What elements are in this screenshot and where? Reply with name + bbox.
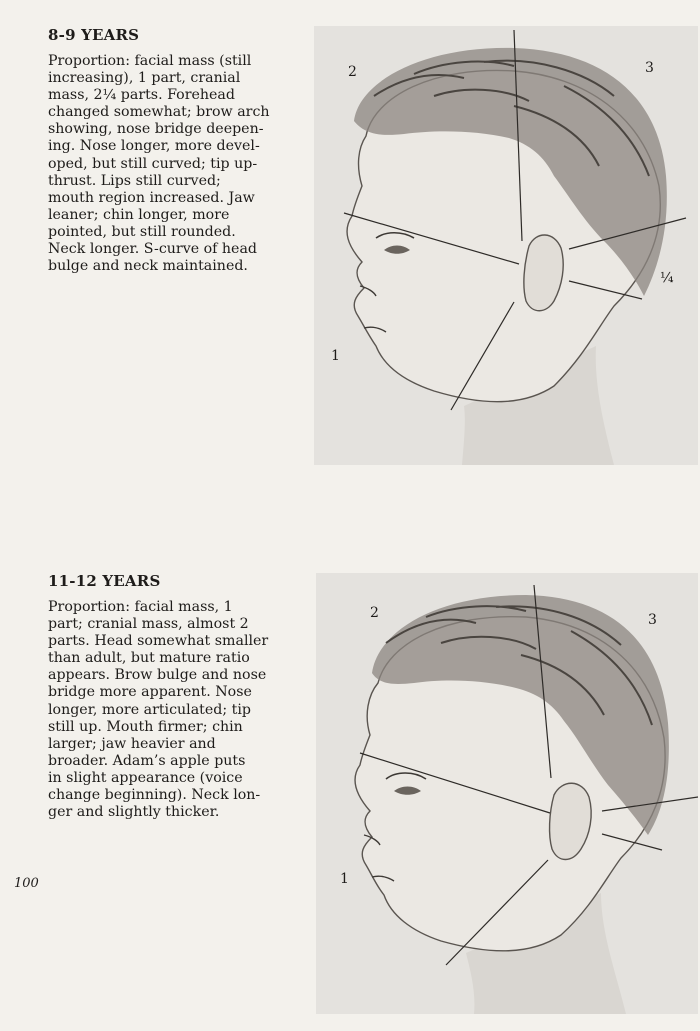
label-quarter: ¼ [660,270,674,286]
label-cranial-right: 3 [648,612,657,628]
label-cranial-left: 2 [348,64,357,80]
label-facial: 1 [331,348,340,364]
section-title-8-9-years: 8-9 YEARS [48,26,140,44]
label-cranial-left: 2 [370,605,379,621]
page-number: 100 [14,876,39,891]
section-title-11-12-years: 11-12 YEARS [48,572,161,590]
head-illustration-11-12-years [316,573,698,1014]
label-cranial-right: 3 [645,60,654,76]
section-description-11-12-years: Proportion: facial mass, 1 part; cranial mass, almost 2 parts. Head somewhat smaller than adult, but mature ratio appears. Brow bulge and nose bridge more apparent. Nose longer, more articulated; tip still up. Mouth firmer; chin larger; jaw heavier and broader. Adam’s apple puts in slight appearance (voice change beginning). Neck lon- ger and slightly thicker. [48,599,269,821]
section-description-8-9-years: Proportion: facial mass (still increasing), 1 part, cranial mass, 2¼ parts. Forehead changed somewhat; brow arch showing, nose bridge deepen- ing. Nose longer, more devel- oped, but still curved; tip up- thrust. Lips still curved; mouth region increased. Jaw leaner; chin longer, more pointed, but still rounded. Neck longer. S-curve of head bulge and neck maintained. [48,53,270,275]
label-facial: 1 [340,871,349,887]
head-illustration-8-9-years [314,26,698,465]
